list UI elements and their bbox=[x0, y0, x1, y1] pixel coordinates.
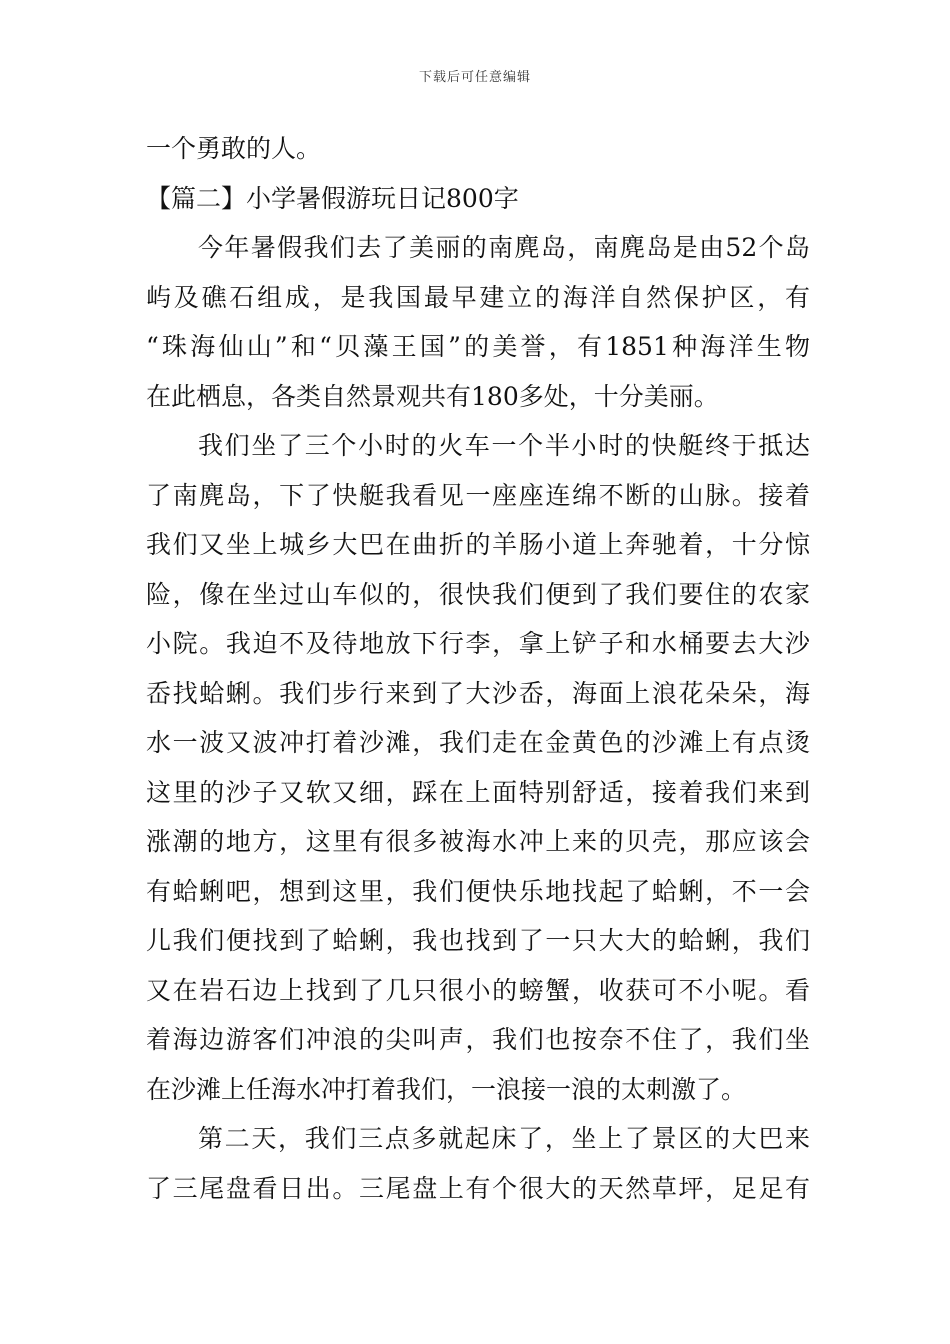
text-line: 险，像在坐过山车似的，很快我们便到了我们要住的农家 bbox=[146, 579, 810, 609]
text-line: 岙找蛤蜊。我们步行来到了大沙岙，海面上浪花朵朵，海 bbox=[146, 678, 810, 708]
text-line: 一个勇敢的人。 bbox=[146, 134, 322, 163]
text-line: 屿及礁石组成，是我国最早建立的海洋自然保护区，有 bbox=[146, 282, 810, 312]
page-header: 下载后可任意编辑 bbox=[418, 70, 531, 85]
text-line: 今年暑假我们去了美丽的南麂岛，南麂岛是由52个岛 bbox=[198, 233, 810, 262]
text-line: 水一波又波冲打着沙滩，我们走在金黄色的沙滩上有点烫 bbox=[146, 728, 810, 757]
text-line: “珠海仙山”和“贝藻王国”的美誉，有1851种海洋生物 bbox=[146, 332, 810, 361]
text-line: 在沙滩上任海水冲打着我们，一浪接一浪的太刺激了。 bbox=[146, 1074, 747, 1104]
text-line: 着海边游客们冲浪的尖叫声，我们也按奈不住了，我们坐 bbox=[146, 1025, 810, 1054]
text-line: 【篇二】小学暑假游玩日记800字 bbox=[146, 183, 519, 213]
text-line: 涨潮的地方，这里有很多被海水冲上来的贝壳，那应该会 bbox=[146, 827, 810, 856]
text-line: 了南麂岛，下了快艇我看见一座座连绵不断的山脉。接着 bbox=[146, 480, 810, 510]
text-line: 又在岩石边上找到了几只很小的螃蟹，收获可不小呢。看 bbox=[146, 975, 810, 1005]
document-body bbox=[146, 124, 810, 1213]
text-line: 儿我们便找到了蛤蜊，我也找到了一只大大的蛤蜊，我们 bbox=[146, 926, 810, 955]
text-line: 了三尾盘看日出。三尾盘上有个很大的天然草坪，足足有 bbox=[146, 1173, 810, 1203]
text-line: 这里的沙子又软又细，踩在上面特别舒适，接着我们来到 bbox=[146, 777, 810, 807]
text-line: 我们坐了三个小时的火车一个半小时的快艇终于抵达 bbox=[198, 431, 810, 460]
text-line: 第二天，我们三点多就起床了，坐上了景区的大巴来 bbox=[198, 1124, 810, 1153]
text-line: 在此栖息，各类自然景观共有180多处，十分美丽。 bbox=[146, 381, 719, 411]
text-line: 有蛤蜊吧，想到这里，我们便快乐地找起了蛤蜊，不一会 bbox=[146, 876, 810, 906]
text-line: 我们又坐上城乡大巴在曲折的羊肠小道上奔驰着，十分惊 bbox=[146, 530, 810, 559]
text-line: 小院。我迫不及待地放下行李，拿上铲子和水桶要去大沙 bbox=[146, 629, 810, 658]
